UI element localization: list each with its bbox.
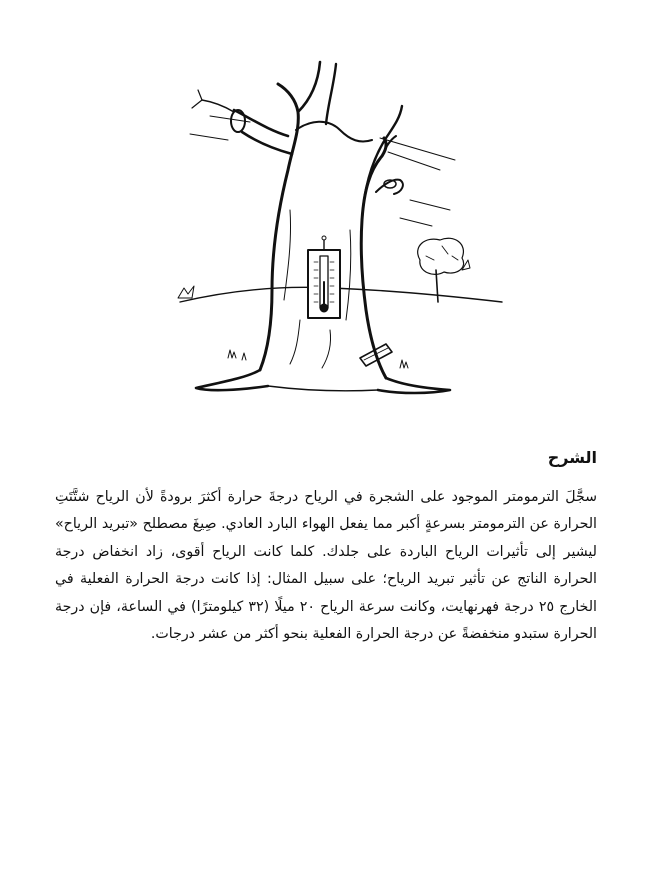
explanation-heading: الشرح: [547, 448, 597, 467]
explanation-paragraph: سجَّلَ الترمومتر الموجود على الشجرة في الرياح درجةَ حرارة أكثرَ برودةً لأن الرياح شتَّتَتِ الحرارة عن الترمومتر بسرعةٍ أكبر مما يفعل الهواء البارد العادي. صِيغَ مصطلح «تبريد الرياح» ليشير إلى تأثيرات الرياح الباردة على جلدك. كلما كانت الرياح أقوى، زاد انخفاض درجة الحرارة الناتج عن تأثير تبريد الرياح؛ على سبيل المثال: إذا كانت درجة الحرارة الفعلية في الخارج ٢٥ درجة فهرنهايت، وكانت سرعة الرياح ٢٠ ميلًا (٣٢ كيلومترًا) في الساعة، فإن درجة الحرارة ستبدو منخفضةً عن درجة الحرارة الفعلية بنحو أكثر من عشر درجات.: [55, 489, 597, 643]
tree-thermometer-illustration: [150, 60, 510, 400]
